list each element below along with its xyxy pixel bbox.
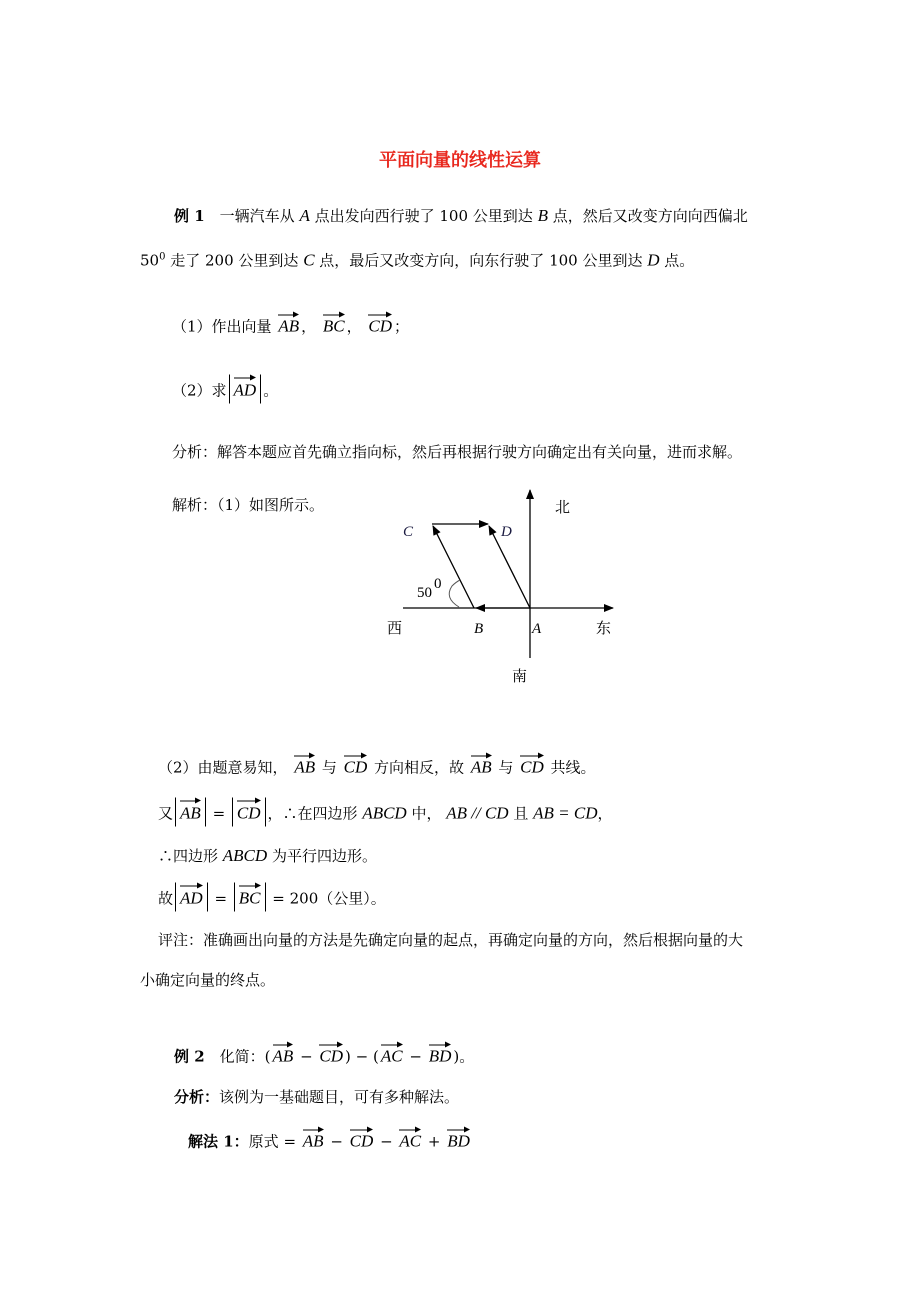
bold-label: 解法 1： <box>188 1132 249 1151</box>
text-segment: 为平行四边形。 <box>267 847 377 865</box>
vector-notation: AB <box>294 755 315 778</box>
vector-notation: BC <box>323 314 345 337</box>
label-north: 北 <box>555 498 571 516</box>
vector-notation: CD <box>350 1129 374 1152</box>
text-segment: 方向相反，故 <box>369 758 469 777</box>
text-segment: − <box>295 1047 318 1066</box>
text-segment: 与 <box>493 758 519 777</box>
text-segment: ； <box>394 317 410 336</box>
text-segment: 。 <box>263 381 279 400</box>
vector-magnitude <box>234 883 266 912</box>
text-segment: ， <box>301 317 321 336</box>
comment <box>158 930 743 950</box>
text-segment: 且 <box>508 804 534 823</box>
point-a: A <box>532 621 542 637</box>
point-d: D <box>501 524 512 540</box>
text-segment: 点出发向西行驶了 100 公里到达 <box>309 207 538 225</box>
text-segment: 原式 = <box>248 1132 301 1151</box>
text-segment: 走了 200 公里到达 <box>165 251 304 270</box>
solution-2-c <box>158 846 377 866</box>
math-text: B <box>537 206 548 225</box>
text-segment: ，∴在四边形 <box>267 804 363 823</box>
math-text: AB = CD <box>533 803 598 823</box>
angle-label: 50 <box>417 585 432 601</box>
text-segment: 化简：( <box>204 1047 271 1066</box>
text-segment: ， <box>346 317 367 336</box>
text-segment: = <box>207 804 230 823</box>
vector-notation: BC <box>239 885 261 910</box>
analysis-2 <box>174 1087 459 1107</box>
bold-label: 例 1 <box>174 207 205 225</box>
text-segment: ) − ( <box>345 1047 379 1066</box>
method-1 <box>188 1129 472 1152</box>
text-segment: （1）作出向量 <box>172 317 277 336</box>
text-segment: 中， <box>406 804 447 823</box>
label-west: 西 <box>387 619 403 637</box>
solution-2-d <box>158 883 386 912</box>
vector-notation: CD <box>319 1044 343 1067</box>
angle-arc <box>449 580 460 607</box>
vector-notation: AB <box>471 755 492 778</box>
text-segment: + <box>423 1132 446 1151</box>
text-segment: 点，然后又改变方向向西偏北 <box>547 207 748 225</box>
solution-2-a <box>158 755 596 778</box>
bold-label: 例 2 <box>174 1047 205 1066</box>
vector-notation: CD <box>520 755 544 778</box>
superscript: 0 <box>159 251 166 263</box>
vector-notation: CD <box>237 800 261 825</box>
vector-notation: AC <box>399 1129 421 1152</box>
text-segment: = <box>209 889 232 908</box>
text-segment: 该例为一基础题目，可有多种解法。 <box>219 1088 460 1106</box>
text-segment: 一辆汽车从 <box>204 207 300 225</box>
text-segment: 评注：准确画出向量的方法是先确定向量的起点，再确定向量的方向，然后根据向量的大 <box>158 931 744 949</box>
point-b: B <box>474 621 484 637</box>
label-east: 东 <box>596 619 612 637</box>
text-segment: = 200（公里）。 <box>267 889 386 908</box>
vector-notation: AC <box>381 1044 403 1067</box>
vector-notation: AB <box>180 800 201 825</box>
math-text: A <box>299 206 310 225</box>
text-segment: 故 <box>158 889 174 908</box>
page-title: 平面向量的线性运算 <box>379 150 541 171</box>
vector-magnitude <box>175 883 208 912</box>
text-segment: − <box>404 1047 427 1066</box>
vector-notation: AD <box>180 885 203 910</box>
text-segment: − <box>325 1132 348 1151</box>
text-segment: 又 <box>158 804 174 823</box>
text-segment: − <box>375 1132 398 1151</box>
text-segment: 共线。 <box>545 758 596 777</box>
vector-notation: CD <box>344 755 368 778</box>
text-segment: 分析：解答本题应首先确立指向标，然后再根据行驶方向确定出有关向量，进而求解。 <box>172 443 743 461</box>
vector-magnitude <box>232 798 266 827</box>
text-segment: ∴四边形 <box>158 847 223 865</box>
vector-notation: AB <box>273 1044 294 1067</box>
text-segment: （2）求 <box>172 381 227 400</box>
bold-label: 分析： <box>174 1088 220 1106</box>
math-text: ABCD <box>362 803 407 823</box>
comment-cont <box>140 970 275 990</box>
math-text: D <box>647 250 660 270</box>
solution-2-b <box>158 798 613 827</box>
vector-notation: AB <box>278 314 299 337</box>
vector-notation: BD <box>429 1044 452 1067</box>
math-text: C <box>303 250 315 270</box>
text-segment: 点。 <box>659 251 695 270</box>
example2-text <box>174 1044 474 1067</box>
label-south: 南 <box>512 667 528 685</box>
text-segment: 与 <box>317 758 342 777</box>
vector-bc <box>433 526 474 608</box>
text-segment: 解析：（1）如图所示。 <box>172 496 325 514</box>
point-c: C <box>403 524 414 540</box>
text-segment: （2）由题意易知， <box>158 758 293 777</box>
vector-notation: AD <box>234 377 257 402</box>
text-segment: 50 <box>140 251 160 270</box>
angle-degree: 0 <box>434 576 442 592</box>
text-segment: ， <box>597 804 613 823</box>
text-segment: )。 <box>453 1047 475 1066</box>
vector-magnitude <box>175 798 206 827</box>
math-text: ABCD <box>222 846 268 865</box>
vector-notation: AB <box>303 1129 324 1152</box>
text-segment: 点，最后又改变方向，向东行驶了 100 公里到达 <box>314 251 648 270</box>
math-text: AB // CD <box>446 803 509 823</box>
text-segment: 小确定向量的终点。 <box>140 971 276 989</box>
vector-notation: CD <box>368 314 392 337</box>
vector-notation: BD <box>447 1129 470 1152</box>
